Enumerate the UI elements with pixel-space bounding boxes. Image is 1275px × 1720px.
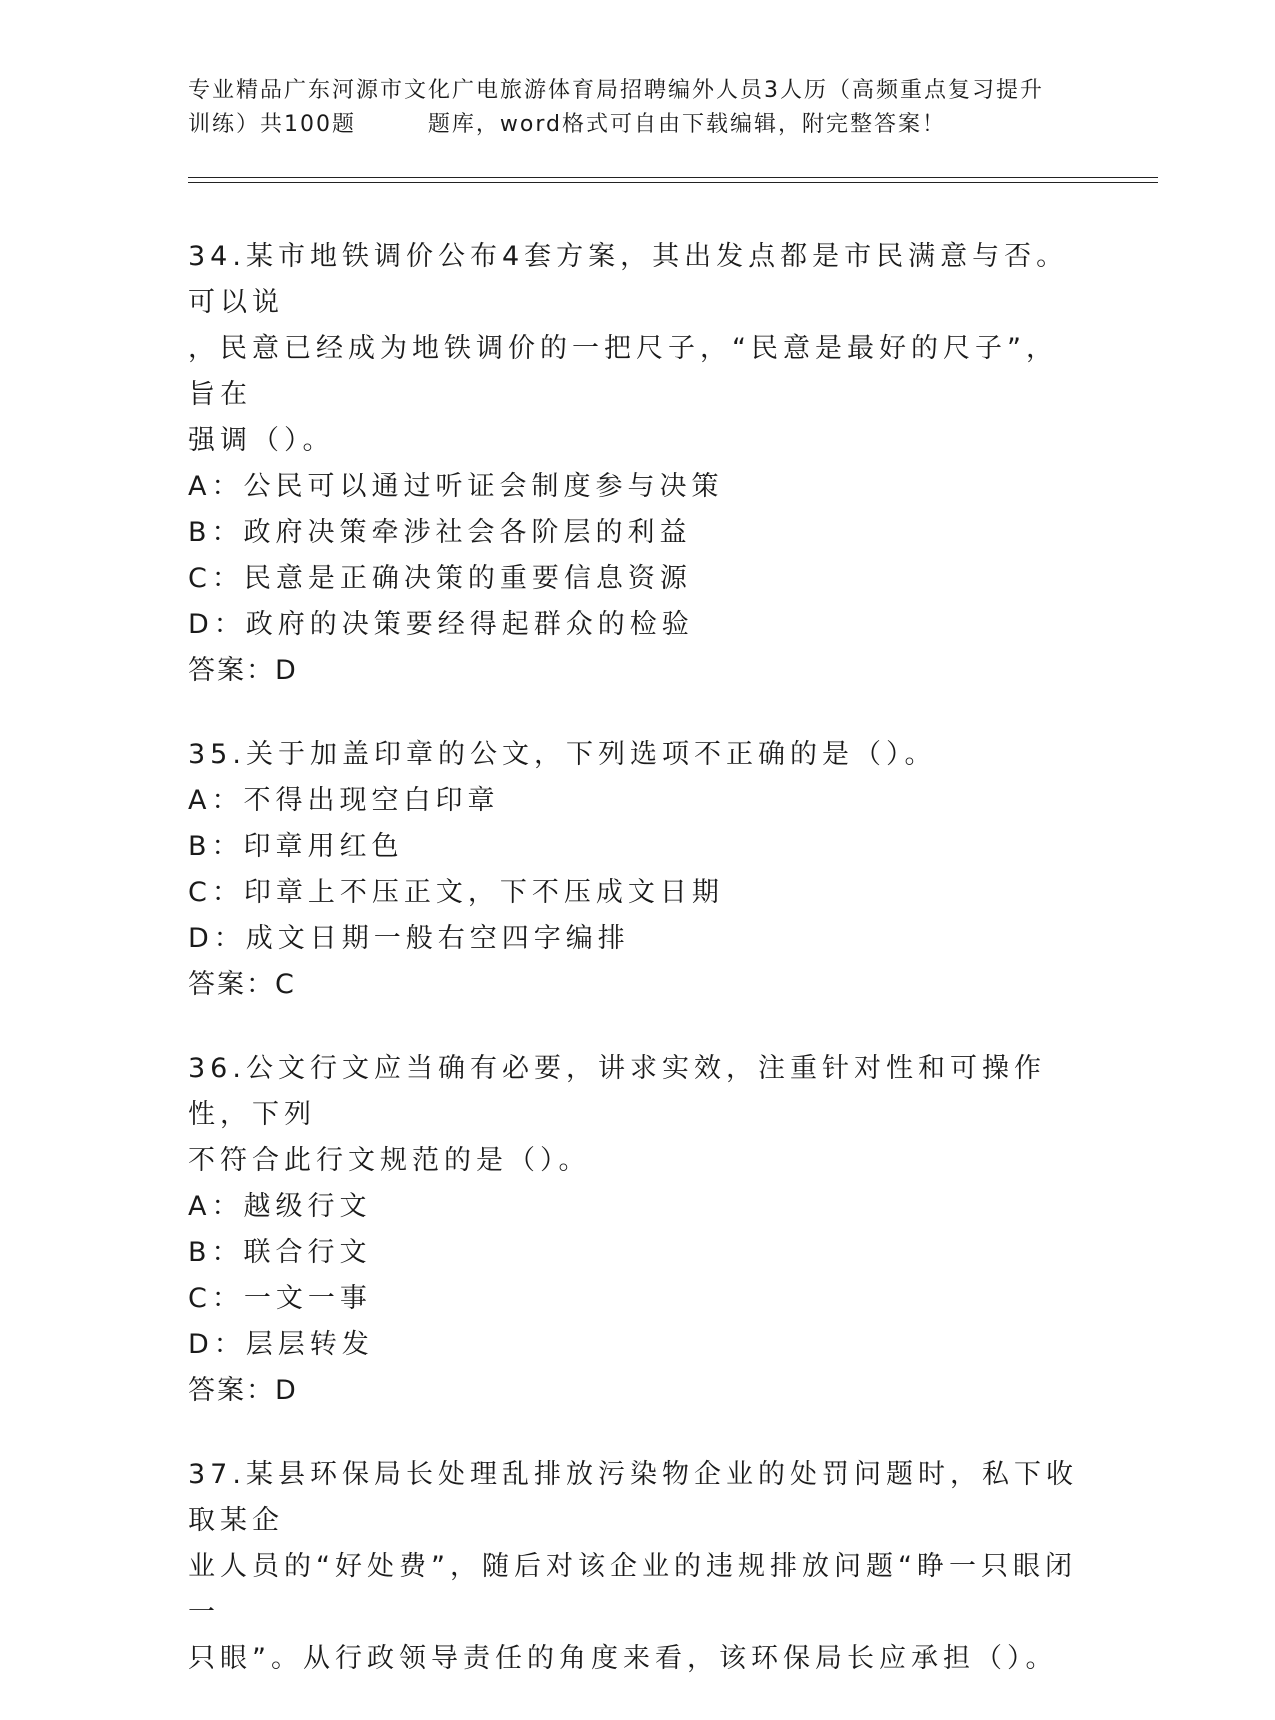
option-c: C：民意是正确决策的重要信息资源 <box>188 563 692 594</box>
option-a: A：越级行文 <box>188 1191 372 1222</box>
option-d: D：政府的决策要经得起群众的检验 <box>188 609 694 640</box>
question-37 <box>188 1452 1088 1682</box>
question-35 <box>188 732 1088 1008</box>
answer: 答案：C <box>188 969 296 1000</box>
document-header <box>188 74 1088 142</box>
option-a: A：不得出现空白印章 <box>188 785 500 816</box>
question-list <box>188 234 1088 1720</box>
question-text-line: 37.某县环保局长处理乱排放污染物企业的处罚问题时，私下收取某企 <box>188 1459 1078 1536</box>
question-text-line: ，民意已经成为地铁调价的一把尺子，“民意是最好的尺子”，旨在 <box>188 333 1058 410</box>
option-b: B：联合行文 <box>188 1237 372 1268</box>
header-rule-top <box>188 177 1158 178</box>
question-text-line: 36.公文行文应当确有必要，讲求实效，注重针对性和可操作性，下列 <box>188 1053 1046 1130</box>
question-text-line: 35.关于加盖印章的公文，下列选项不正确的是（）。 <box>188 739 937 770</box>
answer: 答案：D <box>188 655 298 686</box>
header-line-1: 专业精品广东河源市文化广电旅游体育局招聘编外人员3人历（高频重点复习提升 <box>188 78 1044 103</box>
question-text-line: 只眼”。从行政领导责任的角度来看，该环保局长应承担（）。 <box>188 1643 1058 1674</box>
question-text-line: 34.某市地铁调价公布4套方案，其出发点都是市民满意与否。可以说 <box>188 241 1069 318</box>
option-b: B：印章用红色 <box>188 831 404 862</box>
question-text-line: 强调（）。 <box>188 425 335 456</box>
option-a: A：公民可以通过听证会制度参与决策 <box>188 471 724 502</box>
answer: 答案：D <box>188 1375 298 1406</box>
question-text-line: 不符合此行文规范的是（）。 <box>188 1145 591 1176</box>
question-text-line: 业人员的“好处费”，随后对该企业的违规排放问题“睁一只眼闭一 <box>188 1551 1077 1628</box>
option-c: C：印章上不压正文，下不压成文日期 <box>188 877 724 908</box>
question-36 <box>188 1046 1088 1414</box>
question-34 <box>188 234 1088 694</box>
option-c: C：一文一事 <box>188 1283 372 1314</box>
option-d: D：成文日期一般右空四字编排 <box>188 923 630 954</box>
header-rule-bottom <box>188 182 1158 183</box>
option-d: D：层层转发 <box>188 1329 374 1360</box>
option-b: B：政府决策牵涉社会各阶层的利益 <box>188 517 692 548</box>
header-line-2: 训练）共100题 题库，word格式可自由下载编辑，附完整答案！ <box>188 112 947 137</box>
